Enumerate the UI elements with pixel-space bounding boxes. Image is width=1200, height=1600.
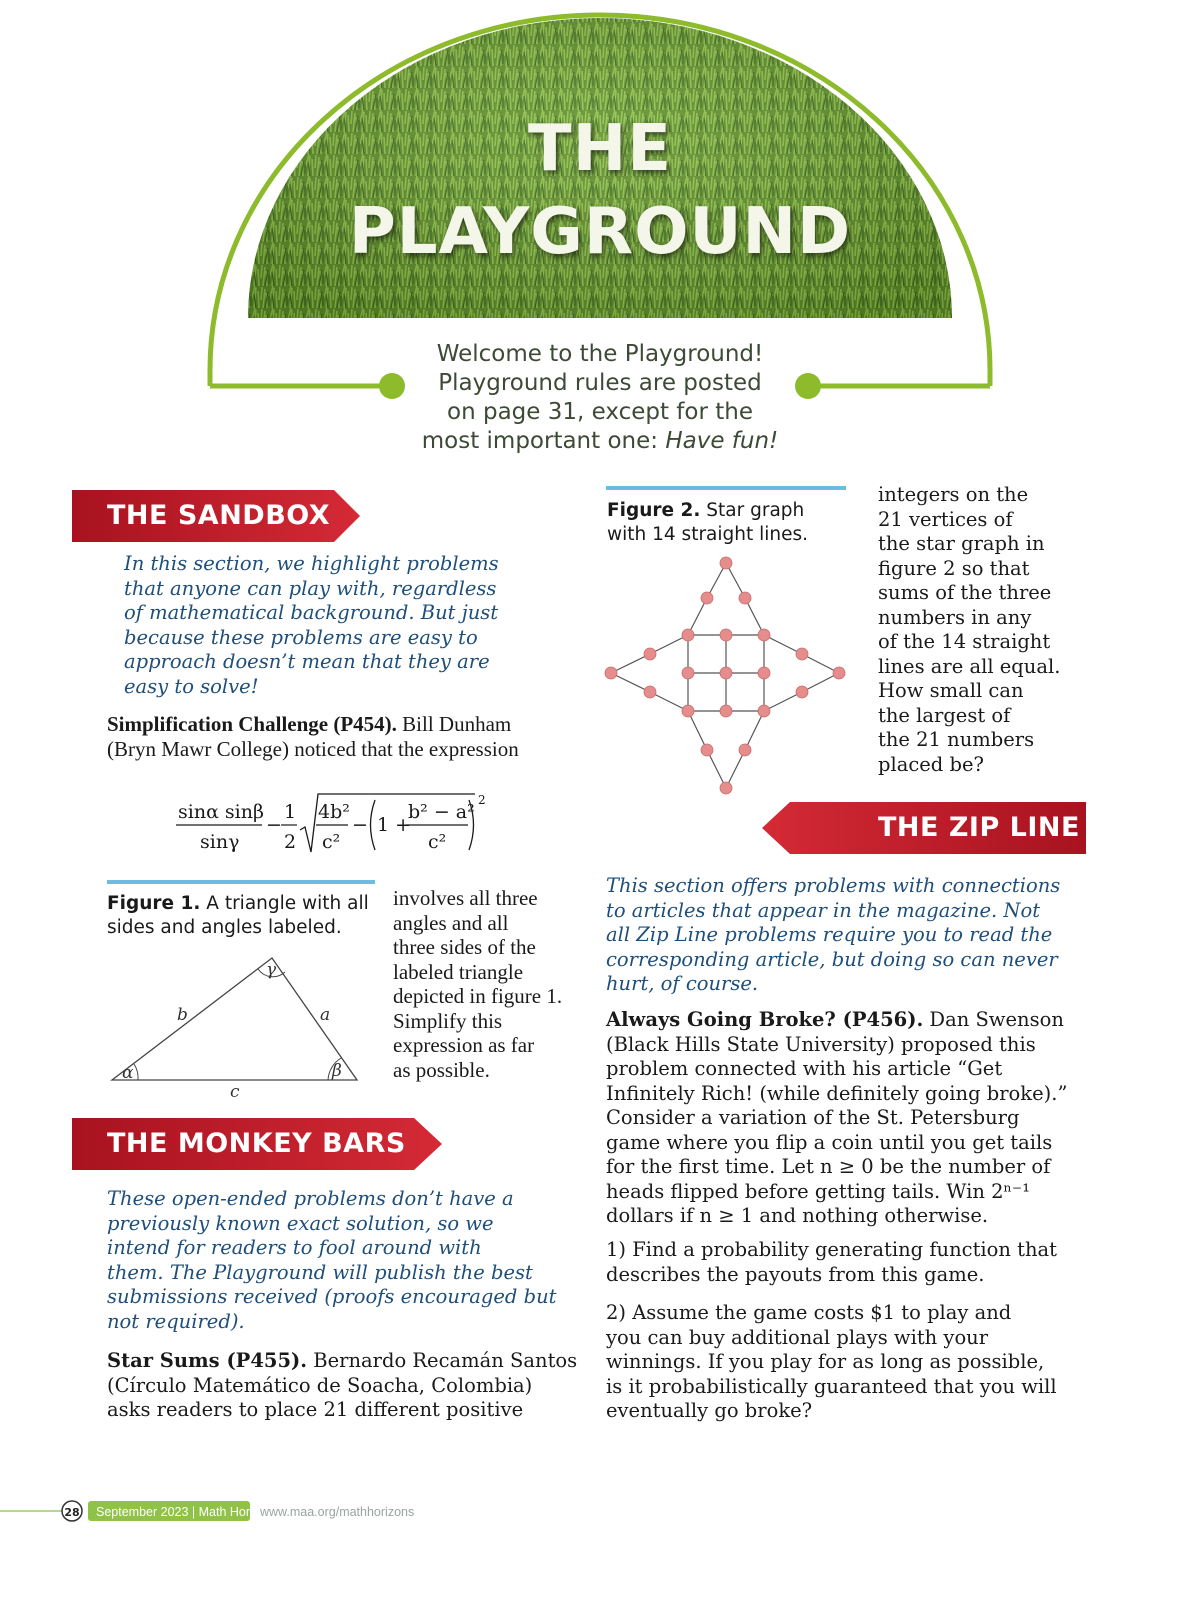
intro-line: hurt, of course. xyxy=(606,972,759,995)
intro-line: easy to solve! xyxy=(124,674,259,698)
p455-line: integers on the xyxy=(878,483,1029,506)
p455-problem xyxy=(107,1349,587,1423)
welcome-line: on page 31, except for the xyxy=(447,399,753,425)
p454-title: Simplification Challenge (P454). xyxy=(107,712,397,736)
p454-line: three sides of the xyxy=(393,935,536,959)
star-graph-vertex xyxy=(682,667,694,679)
triangle-side-b-label: b xyxy=(177,1005,188,1025)
formula-minus: − xyxy=(266,814,282,836)
star-graph-vertex xyxy=(644,686,656,698)
welcome-text-plain: most important one: xyxy=(421,428,666,454)
intro-line: because these problems are easy to xyxy=(124,625,478,649)
p455-line: placed be? xyxy=(878,752,984,776)
welcome-text xyxy=(380,340,820,456)
formula-half-num: 1 xyxy=(284,801,297,823)
monkey-bars-banner-label: THE MONKEY BARS xyxy=(107,1128,406,1159)
star-graph xyxy=(596,550,856,800)
p455-line: the star graph in xyxy=(878,532,1045,555)
p455-line: figure 2 so that xyxy=(878,556,1030,580)
page-footer xyxy=(0,1496,420,1526)
sandbox-banner-label: THE SANDBOX xyxy=(107,500,331,531)
p455-line: numbers in any xyxy=(878,605,1032,629)
triangle-beta-label: β xyxy=(332,1061,342,1081)
sandbox-intro xyxy=(124,552,564,699)
p454-text: Bill Dunham xyxy=(396,712,512,736)
formula-sin-den: sinγ xyxy=(200,831,240,853)
title-line-2: PLAYGROUND xyxy=(348,195,852,269)
p456-text: Consider a variation of the St. Petersburg xyxy=(606,1106,1020,1129)
zip-line-banner-label: THE ZIP LINE xyxy=(878,812,1080,843)
p456-title: Always Going Broke? (P456). xyxy=(606,1008,924,1031)
q2-line: winnings. If you play for as long as possible, xyxy=(606,1350,1045,1373)
star-graph-vertex xyxy=(720,557,732,569)
p456-text: heads flipped before getting tails. Win 2ⁿ⁻¹ xyxy=(606,1179,1031,1203)
p454-side-text xyxy=(393,886,588,1082)
p454-text: (Bryn Mawr College) noticed that the expression xyxy=(107,736,519,761)
simplification-formula xyxy=(170,790,500,860)
figure1-caption xyxy=(107,892,387,940)
triangle-side-a-label: a xyxy=(320,1005,331,1025)
q2-line: is it probabilistically guaranteed that you will xyxy=(606,1374,1057,1398)
triangle-alpha-label: α xyxy=(122,1063,134,1083)
p454-line: labeled triangle xyxy=(393,959,524,984)
star-graph-vertex xyxy=(720,629,732,641)
formula-minus: − xyxy=(352,814,368,836)
formula-rad-num: 4b² xyxy=(318,801,350,823)
p456-text: for the first time. Let n ≥ 0 be the number of xyxy=(606,1155,1051,1178)
p455-side-text xyxy=(878,483,1078,777)
p455-text: asks readers to place 21 different positive xyxy=(107,1398,524,1421)
figure1-label: Figure 1. xyxy=(107,893,201,914)
figure1-rule xyxy=(107,880,375,884)
p456-text: game where you flip a coin until you get tails xyxy=(606,1130,1053,1154)
star-graph-vertex xyxy=(796,648,808,660)
p456-text: Infinitely Rich! (while definitely going broke).” xyxy=(606,1081,1068,1105)
formula-rad-den: c² xyxy=(322,831,341,853)
p456-text: Dan Swenson xyxy=(923,1008,1064,1031)
formula-half-den: 2 xyxy=(284,831,297,853)
intro-line: that anyone can play with, regardless xyxy=(124,576,497,600)
p456-question-2 xyxy=(606,1301,1086,1424)
p456-problem xyxy=(606,1008,1086,1229)
figure1-caption-text: sides and angles labeled. xyxy=(107,917,342,938)
star-graph-vertex xyxy=(796,686,808,698)
star-graph-vertex xyxy=(682,629,694,641)
p455-line: sums of the three xyxy=(878,581,1052,604)
title-line-1: THE xyxy=(528,112,672,186)
star-graph-vertex xyxy=(605,667,617,679)
welcome-line: Welcome to the Playground! xyxy=(436,341,764,367)
star-graph-vertex xyxy=(739,744,751,756)
p454-line: depicted in figure 1. xyxy=(393,984,563,1008)
p454-line: Simplify this xyxy=(393,1008,503,1033)
q2-line: eventually go broke? xyxy=(606,1399,813,1422)
p455-title: Star Sums (P455). xyxy=(107,1349,308,1372)
star-graph-vertex xyxy=(833,667,845,679)
star-graph-vertex xyxy=(758,667,770,679)
intro-line: approach doesn’t mean that they are xyxy=(124,650,490,673)
intro-line: to articles that appear in the magazine. Not xyxy=(606,898,1041,922)
welcome-line: Playground rules are posted xyxy=(438,370,762,396)
intro-line: intend for readers to fool around with xyxy=(107,1236,482,1259)
formula-sin-num: sinα sinβ xyxy=(178,801,264,823)
welcome-have-fun: Have fun! xyxy=(665,428,779,454)
figure2-caption xyxy=(607,499,857,547)
p455-line: the largest of xyxy=(878,703,1011,727)
p454-line: as possible. xyxy=(393,1057,490,1082)
q2-line: you can buy additional plays with your xyxy=(606,1325,989,1349)
intro-line: of mathematical background. But just xyxy=(124,601,499,624)
intro-line: In this section, we highlight problems xyxy=(124,552,499,575)
monkey-bars-banner xyxy=(72,1118,444,1170)
p454-line: involves all three xyxy=(393,886,538,910)
zip-line-banner xyxy=(760,802,1086,854)
p456-text: dollars if n ≥ 1 and nothing otherwise. xyxy=(606,1204,989,1227)
formula-inner-den: c² xyxy=(428,831,447,853)
triangle-gamma-label: γ xyxy=(266,960,277,980)
p455-line: the 21 numbers xyxy=(878,728,1035,751)
welcome-line xyxy=(380,427,820,456)
sandbox-banner xyxy=(72,490,362,542)
intro-line: all Zip Line problems require you to read the xyxy=(606,923,1053,946)
footer-issue: September 2023 | Math Horizons xyxy=(96,1505,280,1519)
star-graph-vertex xyxy=(739,592,751,604)
p454-line: expression as far xyxy=(393,1033,535,1057)
intro-line: These open-ended problems don’t have a xyxy=(107,1187,514,1210)
p456-question-1 xyxy=(606,1238,1086,1287)
triangle-figure xyxy=(100,950,380,1100)
figure2-caption-text: Star graph xyxy=(700,500,805,521)
intro-line: them. The Playground will publish the best xyxy=(107,1260,533,1284)
q2-line: 2) Assume the game costs $1 to play and xyxy=(606,1301,1012,1324)
p455-line: of the 14 straight xyxy=(878,630,1051,653)
star-graph-vertex xyxy=(758,629,770,641)
star-graph-vertex xyxy=(720,782,732,794)
p456-text: (Black Hills State University) proposed this xyxy=(606,1032,1036,1056)
star-graph-vertex xyxy=(758,705,770,717)
intro-line: submissions received (proofs encouraged but xyxy=(107,1285,557,1308)
intro-line: This section offers problems with connections xyxy=(606,874,1061,897)
p455-line: How small can xyxy=(878,679,1024,702)
q1-line: describes the payouts from this game. xyxy=(606,1262,985,1286)
figure1-caption-text: A triangle with all xyxy=(200,893,369,914)
footer-url: www.maa.org/mathhorizons xyxy=(260,1505,415,1519)
figure2-rule xyxy=(606,486,846,490)
figure2-label: Figure 2. xyxy=(607,500,701,521)
star-graph-vertex xyxy=(720,667,732,679)
monkey-bars-intro xyxy=(107,1187,577,1334)
star-graph-vertex xyxy=(644,648,656,660)
zip-line-intro xyxy=(606,874,1076,997)
figure2-caption-text: with 14 straight lines. xyxy=(607,524,809,545)
star-graph-vertex xyxy=(720,705,732,717)
page-number: 28 xyxy=(64,1506,80,1519)
intro-line: previously known exact solution, so we xyxy=(107,1211,494,1235)
formula-power: 2 xyxy=(478,793,486,807)
p455-text: Bernardo Recamán Santos xyxy=(307,1349,578,1372)
p455-line: 21 vertices of xyxy=(878,507,1013,531)
q1-line: 1) Find a probability generating function that xyxy=(606,1238,1058,1261)
star-graph-vertex xyxy=(701,592,713,604)
formula-inner-num: b² − a² xyxy=(408,801,475,823)
p454-line: angles and all xyxy=(393,910,509,935)
star-graph-vertex xyxy=(682,705,694,717)
p456-text: problem connected with his article “Get xyxy=(606,1057,1003,1080)
p454-problem xyxy=(107,712,577,761)
intro-line: not required). xyxy=(107,1309,245,1333)
formula-one-plus: 1 + xyxy=(377,814,412,836)
p455-text: (Círculo Matemático de Soacha, Colombia) xyxy=(107,1373,533,1397)
star-graph-vertex xyxy=(701,744,713,756)
intro-line: corresponding article, but doing so can never xyxy=(606,947,1058,971)
triangle-side-c-label: c xyxy=(230,1082,240,1100)
p455-line: lines are all equal. xyxy=(878,654,1061,678)
